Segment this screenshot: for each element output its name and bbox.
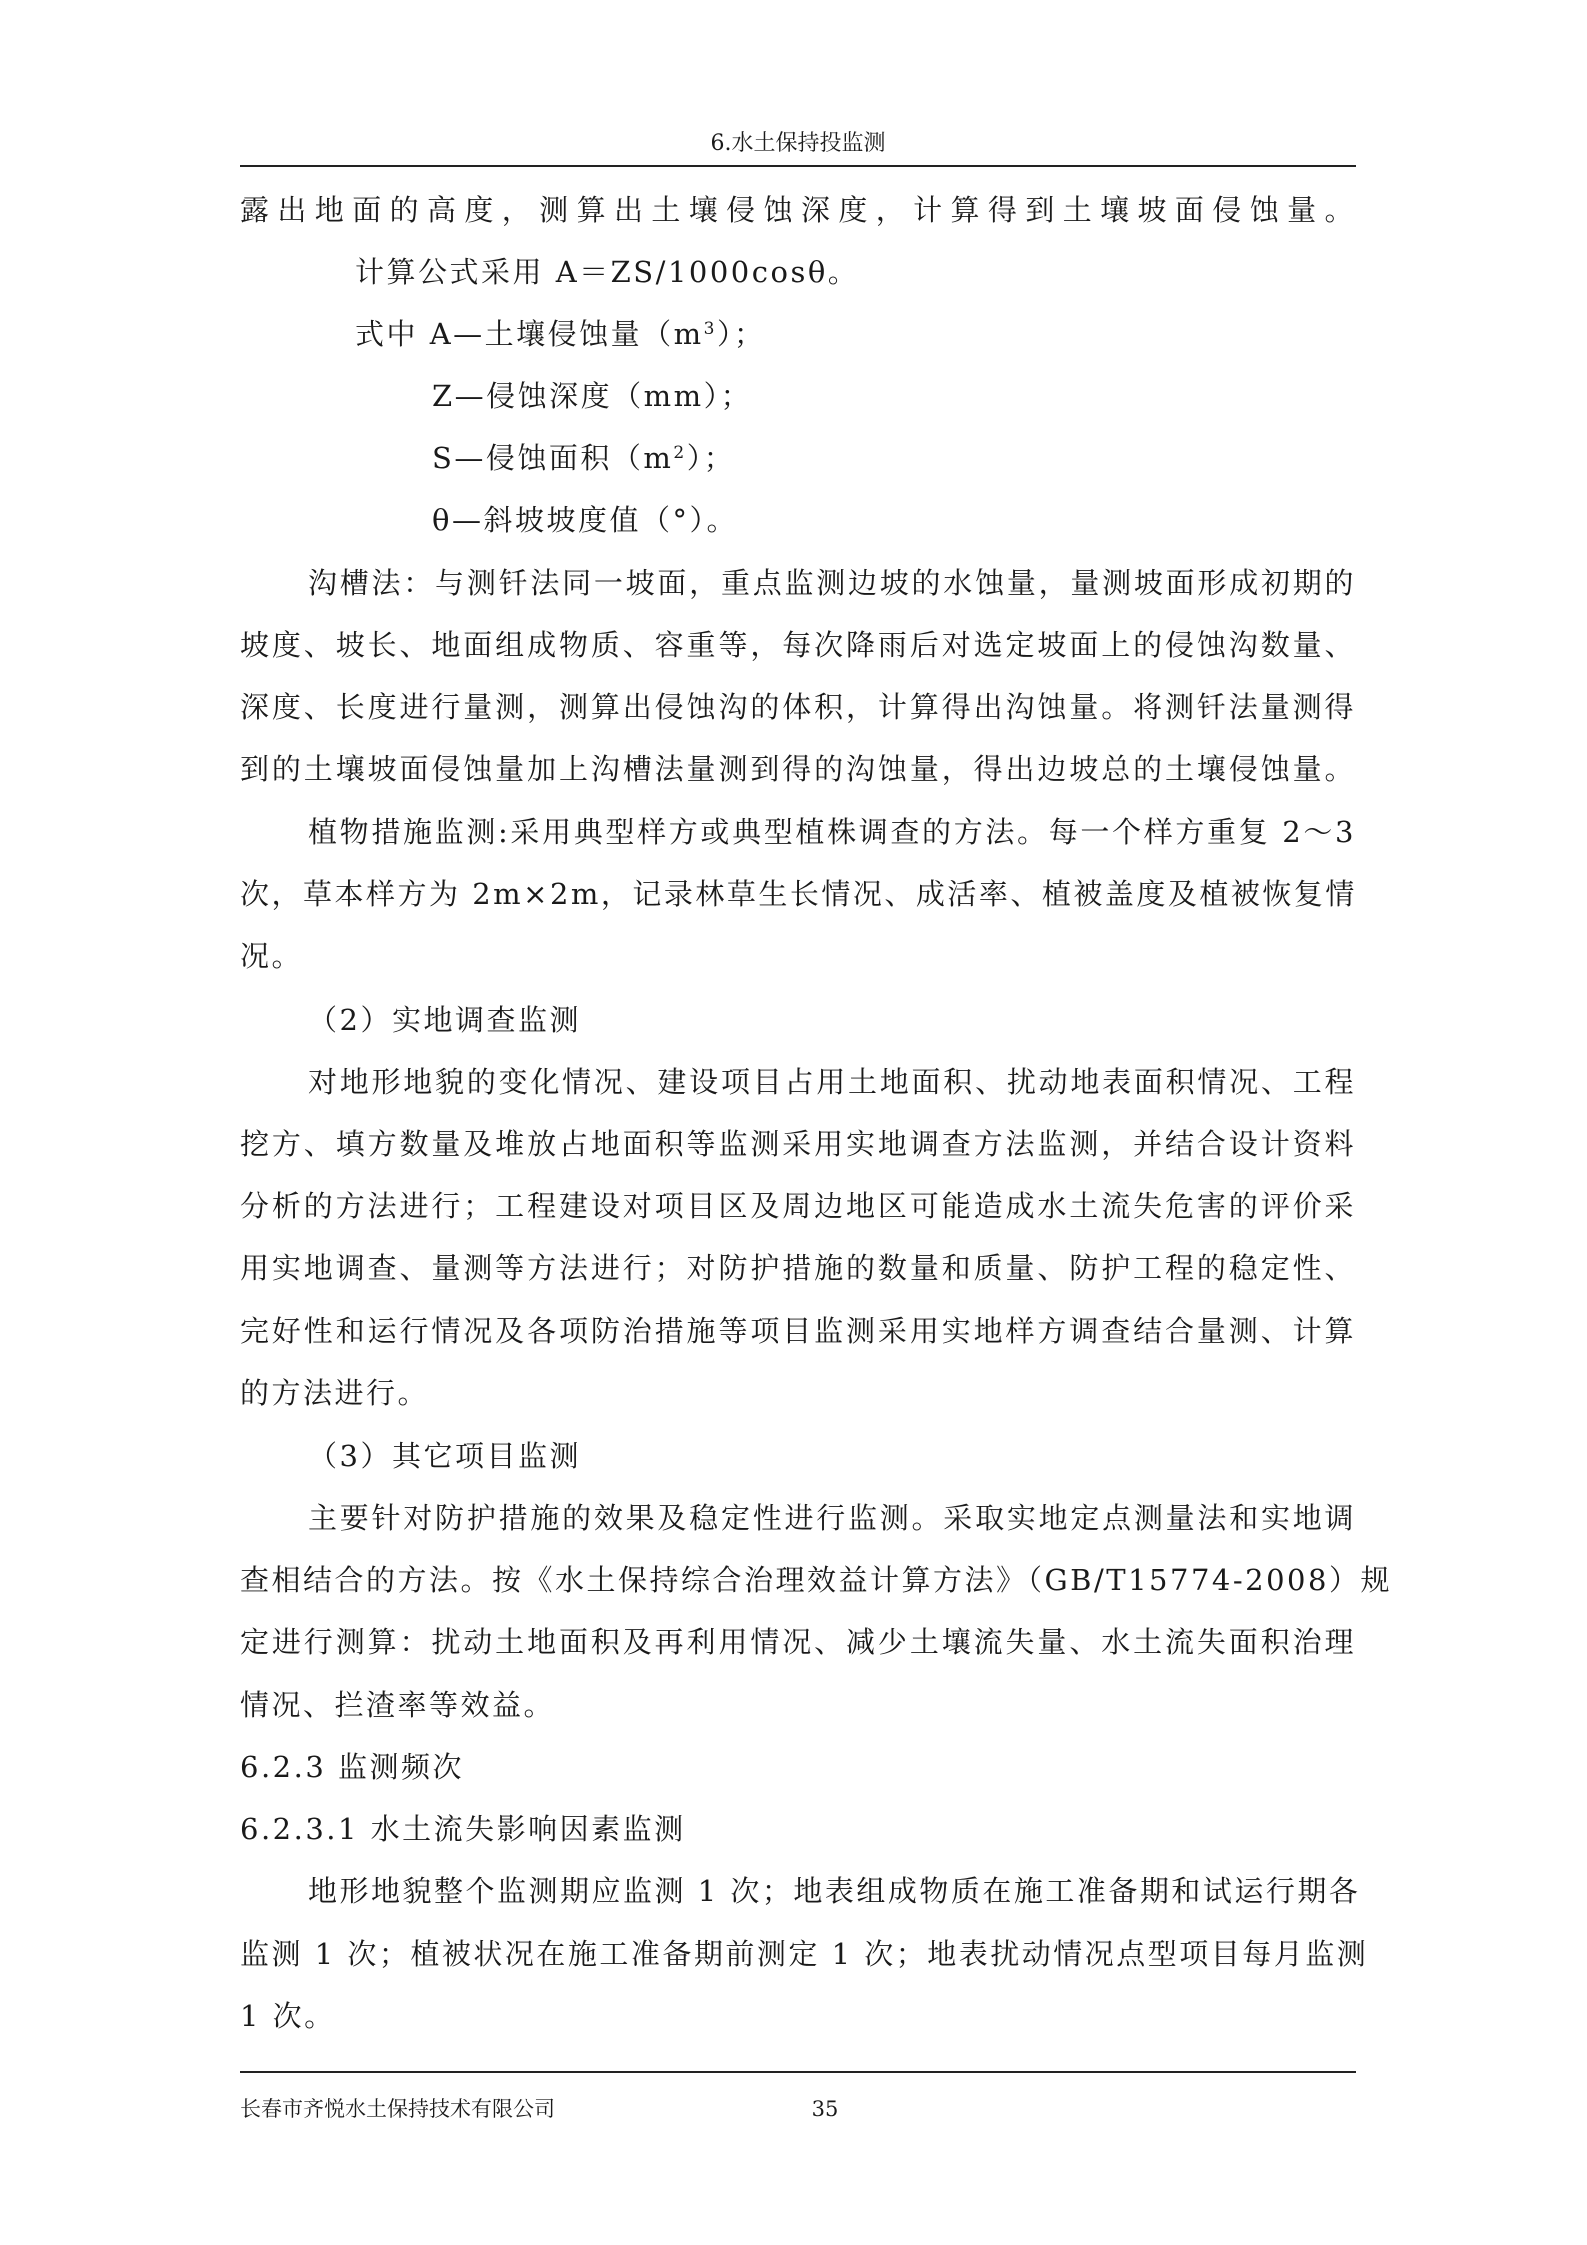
formula-def-s: S—侵蚀面积$(m^2)$； [432, 441, 736, 475]
text-line: 次，草本样方为 2m×2m，记录林草生长情况、成活率、植被盖度及植被恢复情 [240, 877, 1357, 911]
text-line: 深度、长度进行量测，测算出侵蚀沟的体积，计算得出沟蚀量。将测钎法量测得 [240, 690, 1356, 724]
text-line: 查相结合的方法。按《水土保持综合治理效益计算方法》（GB/T15774-2008）规 [240, 1563, 1392, 1597]
text-line: 挖方、填方数量及堆放占地面积等监测采用实地调查方法监测，并结合设计资料 [240, 1127, 1356, 1161]
text-line: 情况、拦渣率等效益。 [240, 1688, 556, 1722]
page-header-title: 6.水土保持投监测 [710, 131, 886, 156]
section-heading: （3）其它项目监测 [308, 1439, 581, 1473]
text-line: 露出地面的高度，测算出土壤侵蚀深度，计算得到土壤坡面侵蚀量。 [240, 193, 1356, 227]
section-heading: 6.2.3.1 水土流失影响因素监测 [240, 1812, 686, 1846]
text-line: 况。 [240, 939, 304, 973]
section-heading: （2）实地调查监测 [308, 1003, 581, 1037]
text-line: 植物措施监测:采用典型样方或典型植株调查的方法。每一个样方重复 2～3 [308, 815, 1356, 849]
text-line: 1 次。 [240, 1999, 336, 2033]
section-heading: 6.2.3 监测频次 [240, 1750, 465, 1784]
header-divider [240, 165, 1356, 167]
text-line: 沟槽法：与测钎法同一坡面，重点监测边坡的水蚀量，量测坡面形成初期的 [308, 566, 1356, 600]
formula-def-a: 式中 A—土壤侵蚀量$(m^3)$； [355, 317, 766, 351]
text-line: 到的土壤坡面侵蚀量加上沟槽法量测到得的沟蚀量，得出边坡总的土壤侵蚀量。 [240, 752, 1356, 786]
text-line: 定进行测算：扰动土地面积及再利用情况、减少土壤流失量、水土流失面积治理 [240, 1625, 1356, 1659]
footer-divider [240, 2071, 1356, 2073]
text-line: 坡度、坡长、地面组成物质、容重等，每次降雨后对选定坡面上的侵蚀沟数量、 [240, 628, 1356, 662]
text-line: 的方法进行。 [240, 1376, 430, 1410]
text-line: 完好性和运行情况及各项防治措施等项目监测采用实地样方调查结合量测、计算 [240, 1314, 1356, 1348]
text-line: 监测 1 次；植被状况在施工准备期前测定 1 次；地表扰动情况点型项目每月监测 [240, 1937, 1369, 1971]
text-line: 对地形地貌的变化情况、建设项目占用土地面积、扰动地表面积情况、工程 [308, 1065, 1356, 1099]
formula-line: 计算公式采用 A＝ZS/1000cosθ。 [355, 255, 860, 289]
text-line: 分析的方法进行；工程建设对项目区及周边地区可能造成水土流失危害的评价采 [240, 1189, 1356, 1223]
page-number: 35 [811, 2097, 839, 2121]
formula-def-z: Z—侵蚀深度（mm）； [432, 379, 753, 413]
formula-def-theta: θ—斜坡坡度值（°）。 [432, 503, 738, 537]
footer-company: 长春市齐悦水土保持技术有限公司 [240, 2097, 555, 2121]
text-line: 地形地貌整个监测期应监测 1 次；地表组成物质在施工准备期和试运行期各 [308, 1874, 1361, 1908]
text-line: 主要针对防护措施的效果及稳定性进行监测。采取实地定点测量法和实地调 [308, 1501, 1356, 1535]
text-line: 用实地调查、量测等方法进行；对防护措施的数量和质量、防护工程的稳定性、 [240, 1251, 1356, 1285]
